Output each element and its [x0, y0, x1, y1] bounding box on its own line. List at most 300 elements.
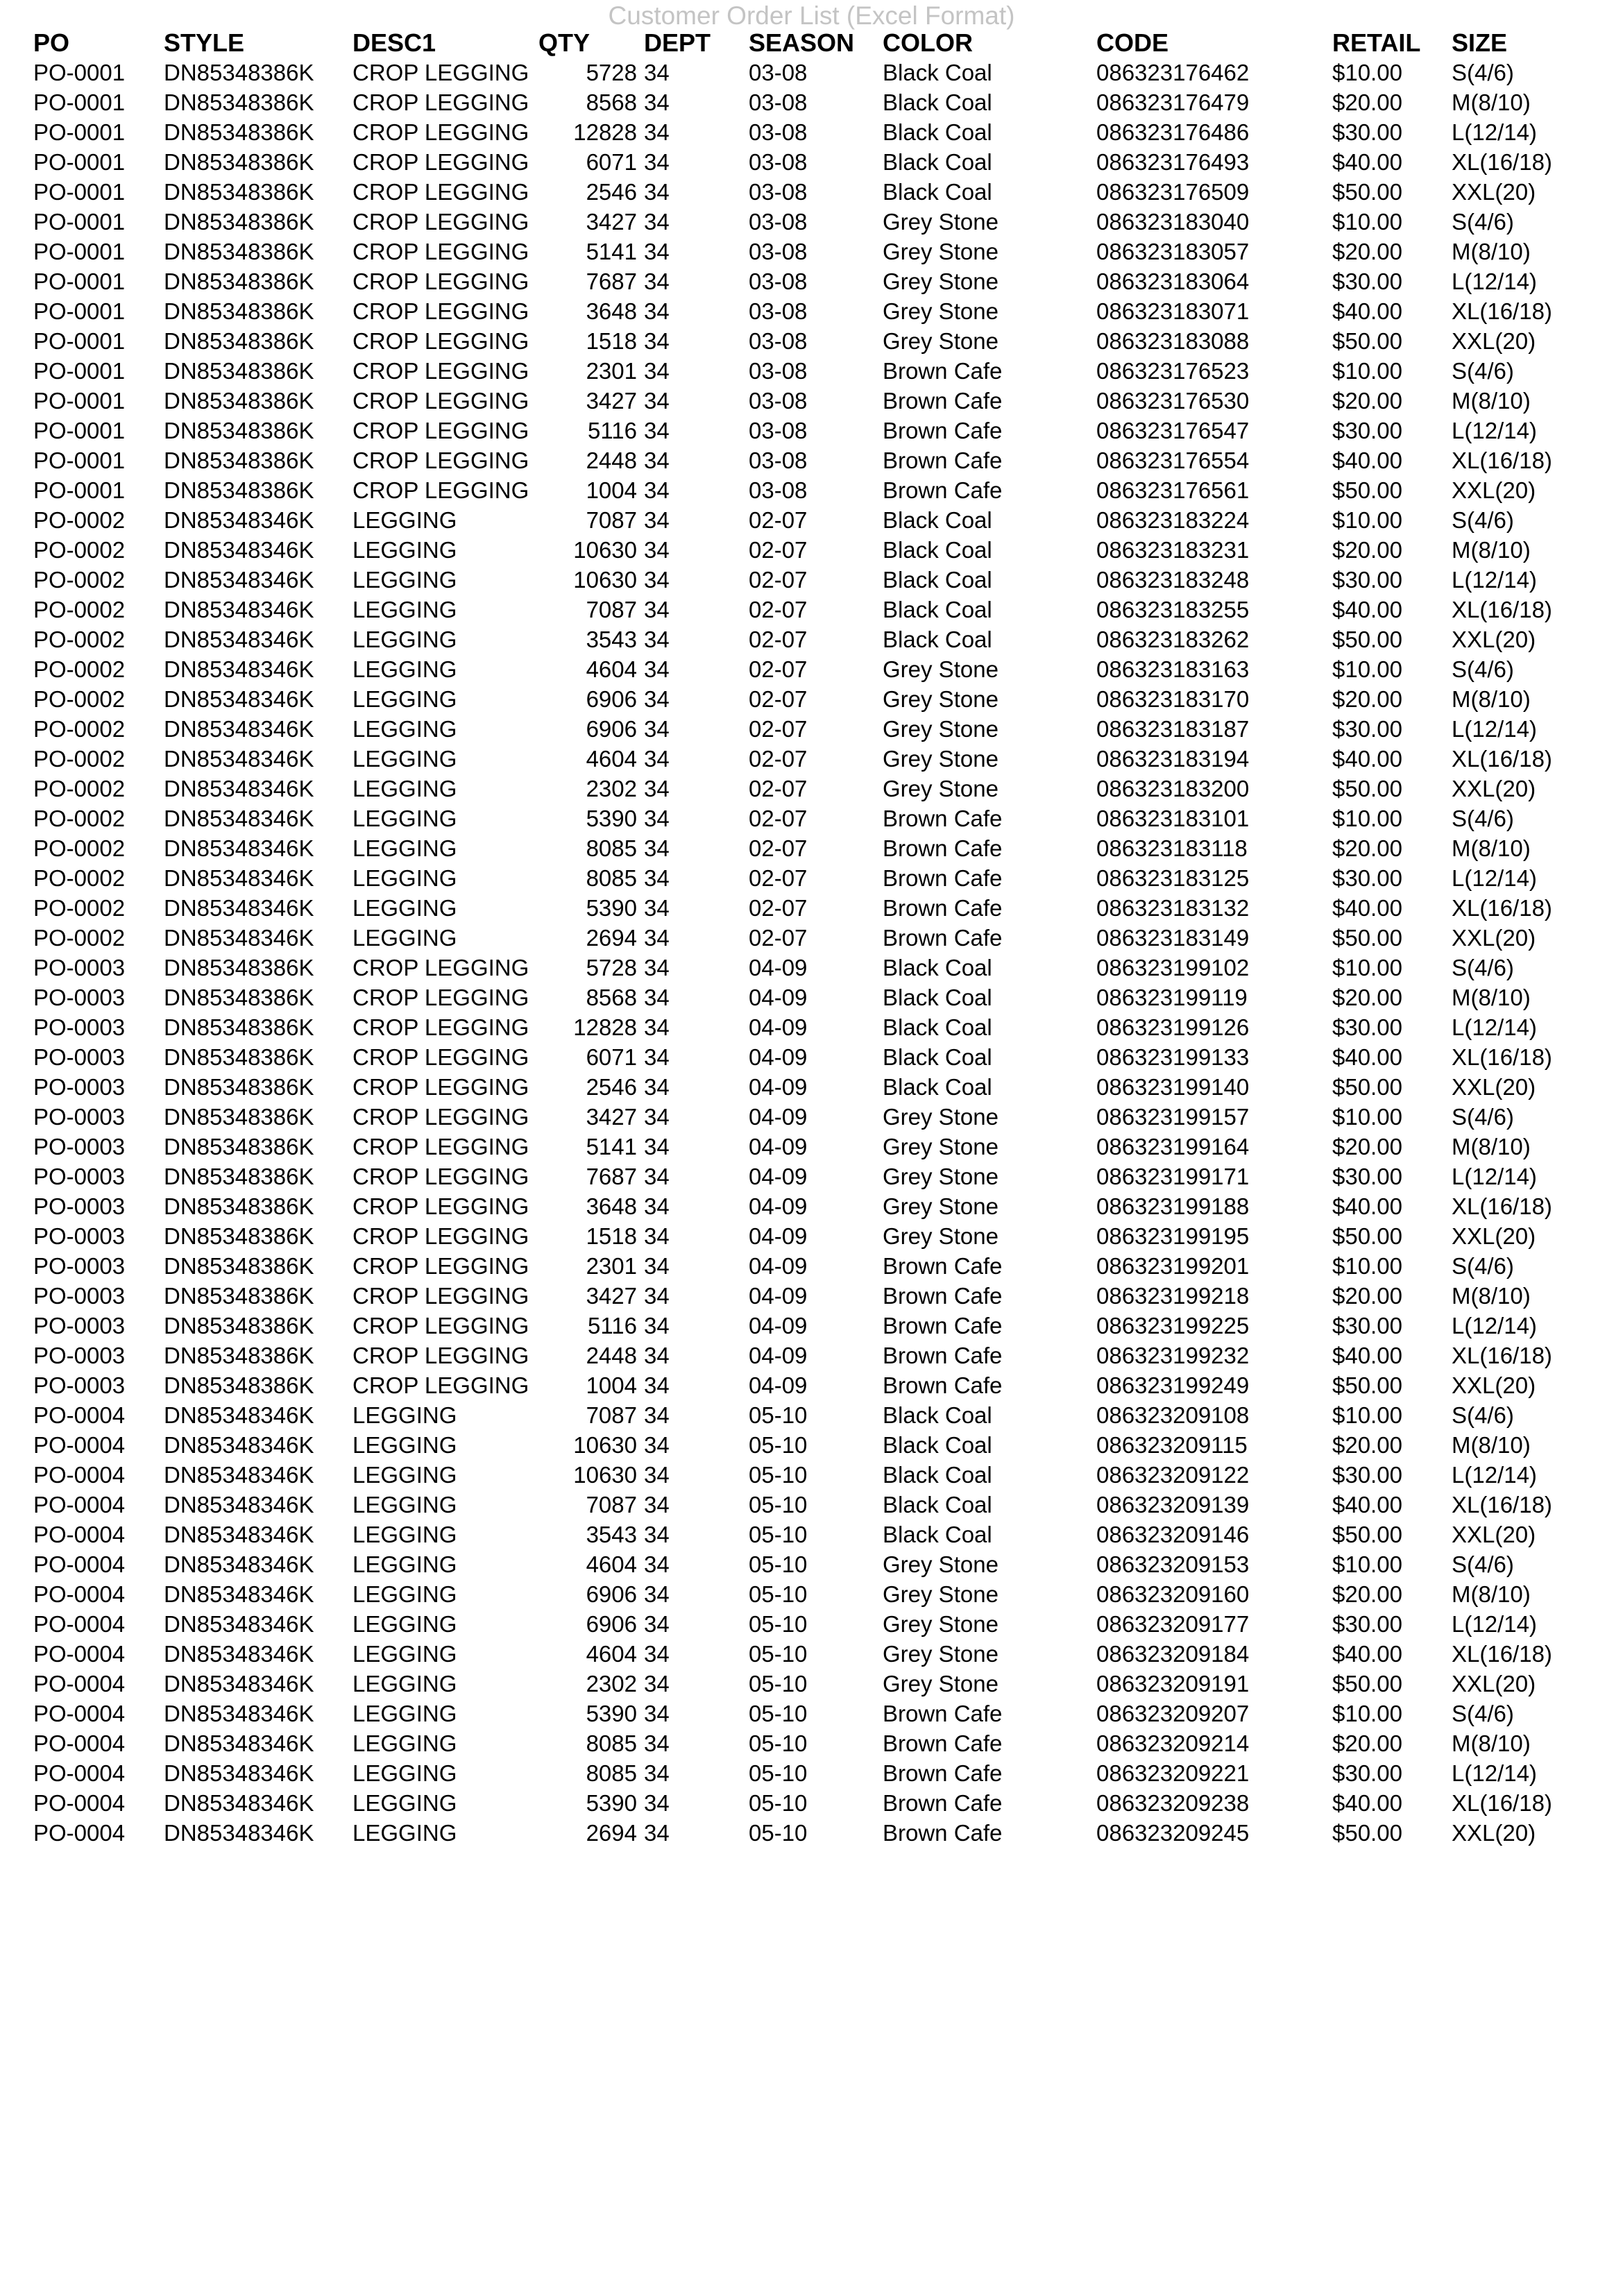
table-row: [0, 87, 1623, 117]
cell-po: PO-0004: [33, 1641, 126, 1667]
cell-color: Brown Cafe: [883, 358, 1003, 384]
cell-po: PO-0002: [33, 597, 126, 622]
cell-qty: 5141: [586, 1134, 637, 1159]
cell-color: Black Coal: [883, 627, 992, 652]
cell-retail: $30.00: [1332, 716, 1402, 742]
cell-color: Brown Cafe: [883, 1283, 1003, 1309]
cell-qty: 4604: [586, 746, 637, 772]
cell-retail: $20.00: [1332, 90, 1402, 115]
cell-code: 086323183064: [1096, 269, 1250, 294]
cell-color: Black Coal: [883, 1462, 992, 1488]
cell-qty: 1518: [586, 328, 637, 354]
cell-dept: 34: [644, 418, 670, 443]
cell-style: DN85348386K: [164, 269, 314, 294]
cell-season: 02-07: [749, 806, 808, 831]
cell-po: PO-0001: [33, 388, 126, 414]
cell-retail: $10.00: [1332, 1253, 1402, 1279]
cell-retail: $30.00: [1332, 1313, 1402, 1338]
cell-code: 086323183132: [1096, 895, 1250, 921]
cell-retail: $10.00: [1332, 1104, 1402, 1130]
table-row: [0, 117, 1623, 147]
cell-dept: 34: [644, 1253, 670, 1279]
cell-size: XXL(20): [1452, 1372, 1536, 1398]
column-header-season: SEASON: [749, 28, 855, 57]
cell-qty: 2302: [586, 776, 637, 801]
cell-retail: $30.00: [1332, 567, 1402, 593]
table-row: [0, 774, 1623, 803]
cell-code: 086323183248: [1096, 567, 1250, 593]
cell-season: 02-07: [749, 746, 808, 772]
cell-size: L(12/14): [1452, 865, 1537, 891]
column-header-color: COLOR: [883, 28, 973, 57]
cell-code: 086323199218: [1096, 1283, 1250, 1309]
cell-retail: $40.00: [1332, 1343, 1402, 1368]
table-row: [0, 1341, 1623, 1370]
cell-qty: 8085: [586, 835, 637, 861]
cell-code: 086323176547: [1096, 418, 1250, 443]
cell-dept: 34: [644, 209, 670, 235]
cell-style: DN85348386K: [164, 1044, 314, 1070]
cell-code: 086323209160: [1096, 1581, 1250, 1607]
table-row: [0, 1818, 1623, 1848]
cell-dept: 34: [644, 1551, 670, 1577]
cell-style: DN85348386K: [164, 1193, 314, 1219]
cell-size: S(4/6): [1452, 806, 1514, 831]
cell-size: XL(16/18): [1452, 1641, 1552, 1667]
cell-desc1: CROP LEGGING: [352, 269, 529, 294]
cell-style: DN85348386K: [164, 298, 314, 324]
column-header-desc1: DESC1: [352, 28, 436, 57]
cell-color: Grey Stone: [883, 1581, 999, 1607]
table-row: [0, 1191, 1623, 1221]
cell-dept: 34: [644, 627, 670, 652]
cell-po: PO-0002: [33, 835, 126, 861]
cell-code: 086323183231: [1096, 537, 1250, 563]
cell-season: 02-07: [749, 835, 808, 861]
cell-retail: $20.00: [1332, 1432, 1402, 1458]
table-row: [0, 1072, 1623, 1102]
table-row: [0, 1042, 1623, 1072]
cell-po: PO-0004: [33, 1790, 126, 1816]
table-row: [0, 1460, 1623, 1490]
cell-po: PO-0003: [33, 1014, 126, 1040]
cell-code: 086323183101: [1096, 806, 1250, 831]
cell-desc1: CROP LEGGING: [352, 1134, 529, 1159]
cell-desc1: CROP LEGGING: [352, 298, 529, 324]
cell-dept: 34: [644, 1044, 670, 1070]
cell-desc1: LEGGING: [352, 1760, 457, 1786]
cell-code: 086323176479: [1096, 90, 1250, 115]
cell-dept: 34: [644, 149, 670, 175]
table-row: [0, 207, 1623, 237]
cell-color: Grey Stone: [883, 1164, 999, 1189]
column-header-style: STYLE: [164, 28, 245, 57]
cell-retail: $50.00: [1332, 328, 1402, 354]
cell-code: 086323199249: [1096, 1372, 1250, 1398]
cell-code: 086323209221: [1096, 1760, 1250, 1786]
cell-po: PO-0001: [33, 90, 126, 115]
cell-color: Black Coal: [883, 90, 992, 115]
cell-desc1: CROP LEGGING: [352, 388, 529, 414]
table-row: [0, 416, 1623, 445]
cell-style: DN85348346K: [164, 656, 314, 682]
cell-qty: 1004: [586, 477, 637, 503]
cell-dept: 34: [644, 1462, 670, 1488]
column-header-dept: DEPT: [644, 28, 711, 57]
cell-season: 04-09: [749, 1134, 808, 1159]
cell-color: Grey Stone: [883, 328, 999, 354]
table-row: [0, 1639, 1623, 1669]
cell-color: Brown Cafe: [883, 1313, 1003, 1338]
cell-season: 05-10: [749, 1820, 808, 1846]
cell-po: PO-0002: [33, 507, 126, 533]
cell-retail: $40.00: [1332, 1790, 1402, 1816]
cell-style: DN85348346K: [164, 1790, 314, 1816]
cell-season: 04-09: [749, 1223, 808, 1249]
table-row: [0, 1221, 1623, 1251]
table-row: [0, 1132, 1623, 1162]
cell-qty: 3427: [586, 1283, 637, 1309]
cell-color: Grey Stone: [883, 1223, 999, 1249]
cell-color: Brown Cafe: [883, 806, 1003, 831]
table-row: [0, 386, 1623, 416]
cell-dept: 34: [644, 358, 670, 384]
cell-qty: 7087: [586, 507, 637, 533]
cell-code: 086323176530: [1096, 388, 1250, 414]
table-row: [0, 1549, 1623, 1579]
cell-size: M(8/10): [1452, 985, 1531, 1010]
cell-size: S(4/6): [1452, 1402, 1514, 1428]
cell-size: XXL(20): [1452, 1223, 1536, 1249]
cell-color: Grey Stone: [883, 1611, 999, 1637]
cell-po: PO-0002: [33, 567, 126, 593]
cell-style: DN85348346K: [164, 1402, 314, 1428]
cell-style: DN85348386K: [164, 1372, 314, 1398]
table-row: [0, 1162, 1623, 1191]
cell-qty: 8568: [586, 985, 637, 1010]
cell-retail: $30.00: [1332, 269, 1402, 294]
cell-size: S(4/6): [1452, 955, 1514, 980]
table-row: [0, 147, 1623, 177]
cell-season: 04-09: [749, 1283, 808, 1309]
cell-code: 086323209153: [1096, 1551, 1250, 1577]
cell-color: Grey Stone: [883, 776, 999, 801]
cell-desc1: LEGGING: [352, 1820, 457, 1846]
cell-desc1: LEGGING: [352, 1492, 457, 1517]
cell-style: DN85348346K: [164, 1730, 314, 1756]
cell-size: L(12/14): [1452, 716, 1537, 742]
cell-color: Black Coal: [883, 1044, 992, 1070]
table-row: [0, 1430, 1623, 1460]
cell-desc1: LEGGING: [352, 1402, 457, 1428]
cell-style: DN85348386K: [164, 1104, 314, 1130]
cell-desc1: CROP LEGGING: [352, 60, 529, 85]
cell-color: Black Coal: [883, 1522, 992, 1547]
cell-dept: 34: [644, 865, 670, 891]
cell-po: PO-0003: [33, 1134, 126, 1159]
cell-season: 03-08: [749, 298, 808, 324]
cell-retail: $10.00: [1332, 209, 1402, 235]
cell-retail: $10.00: [1332, 955, 1402, 980]
table-body: [0, 58, 1623, 1848]
cell-season: 05-10: [749, 1790, 808, 1816]
cell-qty: 3427: [586, 209, 637, 235]
cell-retail: $40.00: [1332, 448, 1402, 473]
cell-dept: 34: [644, 1760, 670, 1786]
table-row: [0, 1012, 1623, 1042]
cell-po: PO-0004: [33, 1551, 126, 1577]
cell-qty: 12828: [573, 1014, 637, 1040]
cell-size: M(8/10): [1452, 686, 1531, 712]
cell-dept: 34: [644, 477, 670, 503]
table-row: [0, 1788, 1623, 1818]
cell-size: XL(16/18): [1452, 448, 1552, 473]
cell-dept: 34: [644, 1104, 670, 1130]
cell-dept: 34: [644, 716, 670, 742]
cell-po: PO-0002: [33, 895, 126, 921]
cell-po: PO-0003: [33, 1253, 126, 1279]
cell-retail: $30.00: [1332, 1760, 1402, 1786]
cell-qty: 6906: [586, 1611, 637, 1637]
cell-qty: 2694: [586, 925, 637, 951]
cell-style: DN85348386K: [164, 1283, 314, 1309]
cell-season: 03-08: [749, 60, 808, 85]
cell-retail: $50.00: [1332, 477, 1402, 503]
cell-dept: 34: [644, 90, 670, 115]
cell-dept: 34: [644, 1134, 670, 1159]
cell-size: L(12/14): [1452, 1611, 1537, 1637]
cell-qty: 3427: [586, 1104, 637, 1130]
cell-size: XXL(20): [1452, 1671, 1536, 1697]
cell-po: PO-0002: [33, 746, 126, 772]
column-header-size: SIZE: [1452, 28, 1508, 57]
cell-qty: 2546: [586, 1074, 637, 1100]
cell-dept: 34: [644, 1074, 670, 1100]
cell-color: Brown Cafe: [883, 1730, 1003, 1756]
cell-season: 05-10: [749, 1581, 808, 1607]
cell-po: PO-0001: [33, 358, 126, 384]
cell-dept: 34: [644, 1671, 670, 1697]
cell-qty: 10630: [573, 1432, 637, 1458]
cell-qty: 5390: [586, 806, 637, 831]
cell-po: PO-0001: [33, 149, 126, 175]
cell-code: 086323199157: [1096, 1104, 1250, 1130]
cell-code: 086323209146: [1096, 1522, 1250, 1547]
cell-retail: $20.00: [1332, 1581, 1402, 1607]
cell-style: DN85348386K: [164, 119, 314, 145]
cell-style: DN85348386K: [164, 418, 314, 443]
cell-code: 086323183224: [1096, 507, 1250, 533]
cell-color: Brown Cafe: [883, 418, 1003, 443]
cell-color: Brown Cafe: [883, 865, 1003, 891]
cell-style: DN85348346K: [164, 1641, 314, 1667]
cell-season: 03-08: [749, 388, 808, 414]
cell-season: 03-08: [749, 358, 808, 384]
table-row: [0, 266, 1623, 296]
cell-desc1: LEGGING: [352, 716, 457, 742]
table-row: [0, 1609, 1623, 1639]
cell-desc1: CROP LEGGING: [352, 1343, 529, 1368]
cell-desc1: LEGGING: [352, 1581, 457, 1607]
cell-desc1: CROP LEGGING: [352, 239, 529, 264]
cell-qty: 3648: [586, 1193, 637, 1219]
cell-dept: 34: [644, 955, 670, 980]
cell-retail: $20.00: [1332, 686, 1402, 712]
cell-po: PO-0004: [33, 1701, 126, 1726]
cell-desc1: CROP LEGGING: [352, 955, 529, 980]
cell-code: 086323183255: [1096, 597, 1250, 622]
cell-retail: $30.00: [1332, 1462, 1402, 1488]
cell-code: 086323209108: [1096, 1402, 1250, 1428]
cell-po: PO-0003: [33, 1223, 126, 1249]
cell-qty: 6906: [586, 1581, 637, 1607]
cell-po: PO-0003: [33, 1313, 126, 1338]
table-row: [0, 983, 1623, 1012]
cell-size: S(4/6): [1452, 358, 1514, 384]
cell-color: Black Coal: [883, 537, 992, 563]
table-row: [0, 1370, 1623, 1400]
cell-color: Brown Cafe: [883, 477, 1003, 503]
cell-desc1: CROP LEGGING: [352, 1164, 529, 1189]
cell-season: 04-09: [749, 955, 808, 980]
cell-size: XXL(20): [1452, 1522, 1536, 1547]
cell-code: 086323199164: [1096, 1134, 1250, 1159]
cell-style: DN85348346K: [164, 746, 314, 772]
cell-retail: $10.00: [1332, 60, 1402, 85]
cell-style: DN85348346K: [164, 925, 314, 951]
cell-style: DN85348386K: [164, 1134, 314, 1159]
cell-dept: 34: [644, 1790, 670, 1816]
cell-size: XXL(20): [1452, 1074, 1536, 1100]
cell-season: 04-09: [749, 1313, 808, 1338]
cell-color: Grey Stone: [883, 269, 999, 294]
cell-size: M(8/10): [1452, 1134, 1531, 1159]
cell-season: 05-10: [749, 1611, 808, 1637]
cell-qty: 6906: [586, 716, 637, 742]
cell-dept: 34: [644, 1611, 670, 1637]
column-header-code: CODE: [1096, 28, 1169, 57]
cell-code: 086323183040: [1096, 209, 1250, 235]
cell-dept: 34: [644, 1283, 670, 1309]
cell-style: DN85348386K: [164, 985, 314, 1010]
cell-retail: $10.00: [1332, 656, 1402, 682]
cell-code: 086323199133: [1096, 1044, 1250, 1070]
cell-dept: 34: [644, 1820, 670, 1846]
cell-season: 03-08: [749, 119, 808, 145]
cell-dept: 34: [644, 1641, 670, 1667]
order-table: [0, 28, 1623, 1848]
cell-dept: 34: [644, 656, 670, 682]
cell-dept: 34: [644, 1313, 670, 1338]
cell-desc1: LEGGING: [352, 627, 457, 652]
cell-code: 086323199119: [1096, 985, 1248, 1010]
cell-color: Grey Stone: [883, 209, 999, 235]
cell-po: PO-0002: [33, 806, 126, 831]
cell-color: Grey Stone: [883, 1551, 999, 1577]
table-row: [0, 624, 1623, 654]
cell-season: 04-09: [749, 1014, 808, 1040]
cell-size: S(4/6): [1452, 60, 1514, 85]
cell-retail: $20.00: [1332, 1730, 1402, 1756]
cell-color: Brown Cafe: [883, 1790, 1003, 1816]
cell-po: PO-0004: [33, 1581, 126, 1607]
cell-desc1: CROP LEGGING: [352, 1313, 529, 1338]
cell-color: Grey Stone: [883, 1134, 999, 1159]
cell-style: DN85348386K: [164, 90, 314, 115]
cell-po: PO-0004: [33, 1611, 126, 1637]
cell-qty: 7087: [586, 1402, 637, 1428]
cell-size: XL(16/18): [1452, 746, 1552, 772]
cell-retail: $20.00: [1332, 835, 1402, 861]
cell-retail: $50.00: [1332, 1372, 1402, 1398]
cell-size: M(8/10): [1452, 1581, 1531, 1607]
cell-qty: 4604: [586, 1641, 637, 1667]
cell-code: 086323183194: [1096, 746, 1250, 772]
table-row: [0, 1669, 1623, 1699]
cell-size: S(4/6): [1452, 656, 1514, 682]
cell-qty: 12828: [573, 119, 637, 145]
cell-qty: 5390: [586, 1790, 637, 1816]
cell-size: XL(16/18): [1452, 895, 1552, 921]
cell-code: 086323199102: [1096, 955, 1250, 980]
cell-style: DN85348386K: [164, 388, 314, 414]
cell-code: 086323199140: [1096, 1074, 1250, 1100]
cell-dept: 34: [644, 1701, 670, 1726]
cell-code: 086323183088: [1096, 328, 1250, 354]
cell-qty: 7087: [586, 597, 637, 622]
cell-desc1: CROP LEGGING: [352, 985, 529, 1010]
cell-qty: 3427: [586, 388, 637, 414]
cell-style: DN85348346K: [164, 1462, 314, 1488]
cell-season: 02-07: [749, 686, 808, 712]
cell-qty: 3648: [586, 298, 637, 324]
cell-color: Black Coal: [883, 507, 992, 533]
cell-style: DN85348346K: [164, 627, 314, 652]
cell-desc1: LEGGING: [352, 895, 457, 921]
cell-dept: 34: [644, 388, 670, 414]
cell-code: 086323209184: [1096, 1641, 1250, 1667]
cell-code: 086323176509: [1096, 179, 1250, 205]
cell-dept: 34: [644, 1164, 670, 1189]
cell-season: 04-09: [749, 985, 808, 1010]
table-row: [0, 893, 1623, 923]
cell-size: XL(16/18): [1452, 149, 1552, 175]
cell-season: 04-09: [749, 1074, 808, 1100]
cell-desc1: CROP LEGGING: [352, 418, 529, 443]
cell-po: PO-0004: [33, 1432, 126, 1458]
cell-code: 086323176561: [1096, 477, 1250, 503]
cell-dept: 34: [644, 1372, 670, 1398]
cell-qty: 4604: [586, 1551, 637, 1577]
cell-retail: $50.00: [1332, 627, 1402, 652]
cell-po: PO-0001: [33, 179, 126, 205]
cell-dept: 34: [644, 298, 670, 324]
page-title: Customer Order List (Excel Format): [608, 1, 1015, 30]
table-header: [0, 28, 1623, 58]
cell-season: 02-07: [749, 865, 808, 891]
cell-po: PO-0001: [33, 328, 126, 354]
cell-size: M(8/10): [1452, 239, 1531, 264]
cell-size: XL(16/18): [1452, 597, 1552, 622]
cell-po: PO-0002: [33, 925, 126, 951]
cell-retail: $40.00: [1332, 1193, 1402, 1219]
cell-size: L(12/14): [1452, 119, 1537, 145]
cell-qty: 1004: [586, 1372, 637, 1398]
cell-season: 05-10: [749, 1522, 808, 1547]
cell-color: Grey Stone: [883, 1671, 999, 1697]
cell-dept: 34: [644, 1343, 670, 1368]
cell-qty: 5116: [588, 418, 637, 443]
